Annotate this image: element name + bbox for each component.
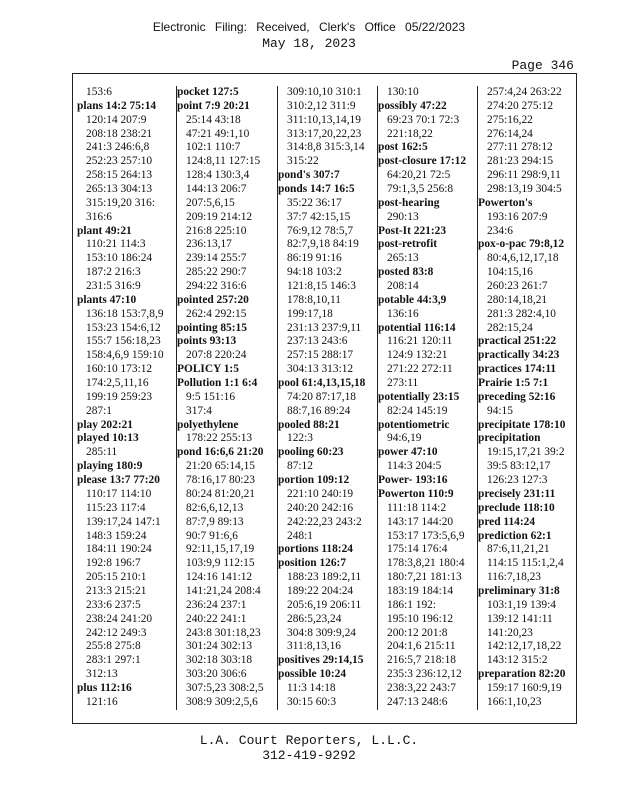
index-term-entry: preceding 52:16 — [478, 390, 556, 403]
index-page-references: 285:22 290:7 — [186, 266, 247, 279]
index-page-references: 37:7 42:15,15 — [287, 210, 351, 223]
index-term-entry: Powerton's — [478, 196, 533, 209]
index-page-references: 141:20,23 — [487, 626, 533, 639]
index-term-entry: post 162:5 — [378, 141, 428, 154]
index-term-entry: pond's 307:7 — [278, 169, 340, 182]
index-page-references: 231:13 237:9,11 — [287, 321, 362, 334]
index-page-references: 186:1 192: — [387, 598, 437, 611]
index-page-references: 234:6 — [487, 224, 513, 237]
index-page-references: 236:24 237:1 — [186, 598, 247, 611]
court-reporter-phone: 312-419-9292 — [262, 748, 356, 763]
index-page-references: 281:3 282:4,10 — [487, 307, 556, 320]
index-term-entry: potentially 23:15 — [378, 390, 460, 403]
index-term-entry: plus 112:16 — [77, 681, 132, 694]
index-term-entry: practical 251:22 — [478, 335, 557, 348]
index-page-references: 275:16,22 — [487, 113, 533, 126]
index-page-references: 110:17 114:10 — [86, 487, 152, 500]
index-page-references: 282:15,24 — [487, 321, 533, 334]
index-page-references: 82:6,6,12,13 — [186, 501, 244, 514]
index-page-references: 87:7,9 89:13 — [186, 515, 244, 528]
index-column-5 — [477, 86, 576, 710]
index-page-references: 189:22 204:24 — [287, 584, 354, 597]
index-term-entry: practices 174:11 — [478, 363, 557, 376]
index-page-references: 286:5,23,24 — [287, 612, 342, 625]
index-page-references: 311:8,13,16 — [287, 640, 341, 653]
index-term-entry: pox-o-pac 79:8,12 — [478, 238, 565, 251]
index-page-references: 238:24 241:20 — [86, 612, 153, 625]
index-term-entry: portion 109:12 — [278, 474, 350, 487]
index-term-entry: portions 118:24 — [278, 543, 353, 556]
index-term-entry: precipitation — [478, 432, 541, 445]
index-page-references: 193:16 207:9 — [487, 210, 548, 223]
index-page-references: 187:2 216:3 — [86, 266, 141, 279]
index-page-references: 143:12 315:2 — [487, 654, 548, 667]
index-page-references: 153:6 — [86, 86, 112, 98]
index-page-references: 188:23 189:2,11 — [287, 571, 362, 584]
index-page-references: 281:23 294:15 — [487, 155, 554, 168]
index-page-references: 116:21 120:11 — [387, 335, 453, 348]
index-page-references: 94:15 — [487, 404, 513, 417]
index-page-references: 303:20 306:6 — [186, 668, 247, 681]
index-page-references: 120:14 207:9 — [86, 113, 147, 126]
index-term-entry: playing 180:9 — [77, 460, 143, 473]
index-page-references: 248:1 — [287, 529, 313, 542]
index-page-references: 315:22 — [287, 155, 319, 168]
index-page-references: 240:20 242:16 — [287, 501, 354, 514]
index-page-references: 155:7 156:18,23 — [86, 335, 161, 348]
index-page-references: 316:6 — [86, 210, 112, 223]
index-page-references: 78:16,17 80:23 — [186, 474, 255, 487]
index-page-references: 153:23 154:6,12 — [86, 321, 161, 334]
index-page-references: 124:8,11 127:15 — [186, 155, 261, 168]
index-page-references: 265:13 — [387, 252, 419, 265]
index-page-references: 262:4 292:15 — [186, 307, 247, 320]
index-term-entry: Powerton 110:9 — [378, 487, 454, 500]
index-page-references: 312:13 — [86, 668, 118, 681]
index-page-references: 87:12 — [287, 460, 313, 473]
index-page-references: 221:10 240:19 — [287, 487, 354, 500]
index-term-entry: prediction 62:1 — [478, 529, 552, 542]
index-page-references: 274:20 275:12 — [487, 99, 554, 112]
index-page-references: 290:13 — [387, 210, 419, 223]
index-page-references: 166:1,10,23 — [487, 695, 542, 708]
index-page-references: 252:23 257:10 — [86, 155, 153, 168]
index-term-entry: pooling 60:23 — [278, 446, 344, 459]
index-page-references: 139:17,24 147:1 — [86, 515, 161, 528]
index-page-references: 314:8,8 315:3,14 — [287, 141, 365, 154]
index-page-references: 110:21 114:3 — [86, 238, 146, 251]
court-reporter-name: L.A. Court Reporters, L.L.C. — [199, 733, 419, 748]
index-page-references: 178:8,10,11 — [287, 293, 341, 306]
index-page-references: 148:3 159:24 — [86, 529, 147, 542]
index-page-references: 242:12 249:3 — [86, 626, 147, 639]
index-page-references: 240:22 241:1 — [186, 612, 247, 625]
index-page-references: 76:9,12 78:5,7 — [287, 224, 354, 237]
index-page-references: 86:19 91:16 — [287, 252, 342, 265]
index-page-references: 310:2,12 311:9 — [287, 99, 356, 112]
index-page-references: 47:21 49:1,10 — [186, 127, 250, 140]
index-column-3 — [277, 86, 376, 710]
index-column-4 — [377, 86, 476, 710]
page-number: Page 346 — [511, 58, 574, 73]
index-page-references: 296:11 298:9,11 — [487, 169, 561, 182]
index-page-references: 304:8 309:9,24 — [287, 626, 356, 639]
index-page-references: 130:10 — [387, 86, 419, 98]
index-page-references: 111:18 114:2 — [387, 501, 447, 514]
index-column-1 — [77, 86, 175, 710]
index-page-references: 11:3 14:18 — [287, 681, 336, 694]
index-page-references: 237:13 243:6 — [287, 335, 348, 348]
index-page-references: 39:5 83:12,17 — [487, 460, 551, 473]
index-term-entry: preclude 118:10 — [478, 501, 555, 514]
index-page-references: 205:6,19 206:11 — [287, 598, 362, 611]
index-page-references: 82:24 145:19 — [387, 404, 448, 417]
index-term-entry: position 126:7 — [278, 557, 347, 570]
index-page-references: 258:15 264:13 — [86, 169, 153, 182]
index-page-references: 255:8 275:8 — [86, 640, 141, 653]
index-term-entry: Pollution 1:1 6:4 — [177, 377, 258, 390]
index-page-references: 213:3 215:21 — [86, 584, 147, 597]
index-page-references: 9:5 151:16 — [186, 390, 236, 403]
index-page-references: 298:13,19 304:5 — [487, 183, 562, 196]
index-page-references: 315:19,20 316: — [86, 196, 155, 209]
index-term-entry: post-hearing — [378, 196, 440, 209]
index-term-entry: ponds 14:7 16:5 — [278, 183, 355, 196]
index-term-entry: points 93:13 — [177, 335, 237, 348]
index-page-references: 208:18 238:21 — [86, 127, 153, 140]
index-page-references: 195:10 196:12 — [387, 612, 454, 625]
index-page-references: 35:22 36:17 — [287, 196, 342, 209]
filing-stamp: Electronic Filing: Received, Clerk's Office 05/22/2023 — [152, 20, 466, 34]
index-page-references: 94:18 103:2 — [287, 266, 342, 279]
index-term-entry: pointing 85:15 — [177, 321, 247, 334]
index-term-entry: precipitate 178:10 — [478, 418, 566, 431]
index-page-references: 294:22 316:6 — [186, 280, 247, 293]
index-page-references: 175:14 176:4 — [387, 543, 448, 556]
index-page-references: 221:18,22 — [387, 127, 433, 140]
index-term-entry: pond 16:6,6 21:20 — [177, 446, 264, 459]
index-page-references: 79:1,3,5 256:8 — [387, 183, 454, 196]
index-page-references: 209:19 214:12 — [186, 210, 253, 223]
index-term-entry: preliminary 31:8 — [478, 584, 560, 597]
index-page-references: 243:8 301:18,23 — [186, 626, 261, 639]
index-page-references: 239:14 255:7 — [186, 252, 247, 265]
index-term-entry: power 47:10 — [378, 446, 438, 459]
index-page-references: 280:14,18,21 — [487, 293, 548, 306]
index-term-entry: possibly 47:22 — [378, 99, 447, 112]
index-term-entry: plans 14:2 75:14 — [77, 99, 157, 112]
index-page-references: 136:16 — [387, 307, 419, 320]
index-page-references: 30:15 60:3 — [287, 695, 337, 708]
index-page-references: 301:24 302:13 — [186, 640, 253, 653]
index-term-entry: pool 61:4,13,15,18 — [278, 377, 366, 390]
index-page-references: 233:6 237:5 — [86, 598, 141, 611]
index-page-references: 216:5,7 218:18 — [387, 654, 456, 667]
index-term-entry: possible 10:24 — [278, 668, 347, 681]
index-page-references: 25:14 43:18 — [186, 113, 241, 126]
index-page-references: 136:18 153:7,8,9 — [86, 307, 164, 320]
transcript-date: May 18, 2023 — [262, 36, 356, 51]
index-page-references: 114:3 204:5 — [387, 460, 442, 473]
index-page-references: 277:11 278:12 — [487, 141, 553, 154]
index-page-references: 205:15 210:1 — [86, 571, 147, 584]
index-page-references: 287:1 — [86, 404, 112, 417]
index-page-references: 80:24 81:20,21 — [186, 487, 255, 500]
index-term-entry: plant 49:21 — [77, 224, 132, 237]
index-term-entry: post-closure 17:12 — [378, 155, 467, 168]
index-page-references: 82:7,9,18 84:19 — [287, 238, 359, 251]
index-term-entry: positives 29:14,15 — [278, 654, 364, 667]
index-page-references: 207:8 220:24 — [186, 349, 247, 362]
index-page-references: 304:13 313:12 — [287, 363, 354, 376]
index-term-entry: plants 47:10 — [77, 293, 137, 306]
index-term-entry: play 202:21 — [77, 418, 134, 431]
index-page-references: 238:3,22 243:7 — [387, 681, 456, 694]
word-index-frame — [72, 73, 577, 724]
index-page-references: 159:17 160:9,19 — [487, 681, 562, 694]
index-page-references: 144:13 206:7 — [186, 183, 247, 196]
index-page-references: 241:3 246:6,8 — [86, 141, 150, 154]
index-page-references: 276:14,24 — [487, 127, 533, 140]
index-page-references: 313:17,20,22,23 — [287, 127, 362, 140]
index-page-references: 116:7,18,23 — [487, 571, 541, 584]
index-page-references: 204:1,6 215:11 — [387, 640, 456, 653]
index-page-references: 103:9,9 112:15 — [186, 557, 255, 570]
index-page-references: 69:23 70:1 72:3 — [387, 113, 460, 126]
index-page-references: 257:4,24 263:22 — [487, 86, 562, 98]
index-term-entry: pooled 88:21 — [278, 418, 340, 431]
index-term-entry: played 10:13 — [77, 432, 139, 445]
index-page-references: 142:12,17,18,22 — [487, 640, 562, 653]
index-page-references: 307:5,23 308:2,5 — [186, 681, 264, 694]
index-page-references: 180:7,21 181:13 — [387, 571, 462, 584]
index-term-entry: Prairie 1:5 7:1 — [478, 377, 549, 390]
index-page-references: 216:8 225:10 — [186, 224, 247, 237]
index-page-references: 153:17 173:5,6,9 — [387, 529, 465, 542]
index-term-entry: potable 44:3,9 — [378, 293, 447, 306]
index-page-references: 309:10,10 310:1 — [287, 86, 362, 98]
index-page-references: 114:15 115:1,2,4 — [487, 557, 564, 570]
index-column-2 — [176, 86, 275, 710]
index-page-references: 88:7,16 89:24 — [287, 404, 351, 417]
index-page-references: 184:11 190:24 — [86, 543, 152, 556]
index-term-entry: point 7:9 20:21 — [177, 99, 250, 112]
index-page-references: 121:16 — [86, 695, 118, 708]
index-page-references: 308:9 309:2,5,6 — [186, 695, 258, 708]
index-page-references: 128:4 130:3,4 — [186, 169, 250, 182]
index-page-references: 124:16 141:12 — [186, 571, 253, 584]
index-page-references: 242:22,23 243:2 — [287, 515, 362, 528]
index-page-references: 64:20,21 72:5 — [387, 169, 451, 182]
index-page-references: 160:10 173:12 — [86, 363, 153, 376]
index-page-references: 183:19 184:14 — [387, 584, 454, 597]
index-page-references: 122:3 — [287, 432, 313, 445]
index-term-entry: posted 83:8 — [378, 266, 434, 279]
index-page-references: 200:12 201:8 — [387, 626, 448, 639]
index-term-entry: polyethylene — [177, 418, 239, 431]
index-term-entry: Power- 193:16 — [378, 474, 448, 487]
index-page-references: 19:15,17,21 39:2 — [487, 446, 565, 459]
index-page-references: 199:17,18 — [287, 307, 333, 320]
index-page-references: 311:10,13,14,19 — [287, 113, 361, 126]
index-page-references: 257:15 288:17 — [287, 349, 354, 362]
index-page-references: 143:17 144:20 — [387, 515, 454, 528]
index-page-references: 158:4,6,9 159:10 — [86, 349, 164, 362]
index-page-references: 236:13,17 — [186, 238, 232, 251]
index-page-references: 247:13 248:6 — [387, 695, 448, 708]
index-term-entry: Post-It 221:23 — [378, 224, 447, 237]
index-page-references: 192:8 196:7 — [86, 557, 141, 570]
index-page-references: 103:1,19 139:4 — [487, 598, 556, 611]
index-term-entry: precisely 231:11 — [478, 487, 556, 500]
index-page-references: 104:15,16 — [487, 266, 533, 279]
index-term-entry: practically 34:23 — [478, 349, 560, 362]
index-term-entry: pocket 127:5 — [177, 86, 239, 98]
index-page-references: 273:11 — [387, 377, 419, 390]
index-page-references: 153:10 186:24 — [86, 252, 153, 265]
index-term-entry: preparation 82:20 — [478, 668, 566, 681]
index-page-references: 178:3,8,21 180:4 — [387, 557, 465, 570]
index-term-entry: pred 114:24 — [478, 515, 536, 528]
index-page-references: 139:12 141:11 — [487, 612, 553, 625]
index-page-references: 231:5 316:9 — [86, 280, 141, 293]
index-page-references: 208:14 — [387, 280, 419, 293]
index-page-references: 271:22 272:11 — [387, 363, 453, 376]
index-page-references: 121:8,15 146:3 — [287, 280, 356, 293]
index-term-entry: post-retrofit — [378, 238, 438, 251]
index-page-references: 265:13 304:13 — [86, 183, 153, 196]
index-page-references: 90:7 91:6,6 — [186, 529, 238, 542]
index-page-references: 207:5,6,15 — [186, 196, 235, 209]
index-page-references: 21:20 65:14,15 — [186, 460, 255, 473]
index-page-references: 283:1 297:1 — [86, 654, 141, 667]
index-page-references: 115:23 117:4 — [86, 501, 146, 514]
index-page-references: 199:19 259:23 — [86, 390, 153, 403]
index-page-references: 317:4 — [186, 404, 212, 417]
index-page-references: 174:2,5,11,16 — [86, 377, 149, 390]
index-page-references: 124:9 132:21 — [387, 349, 448, 362]
index-page-references: 235:3 236:12,12 — [387, 668, 462, 681]
index-page-references: 285:11 — [86, 446, 118, 459]
index-term-entry: pointed 257:20 — [177, 293, 249, 306]
index-page-references: 126:23 127:3 — [487, 474, 548, 487]
index-term-entry: potentiometric — [378, 418, 450, 431]
index-page-references: 302:18 303:18 — [186, 654, 253, 667]
index-page-references: 80:4,6,12,17,18 — [487, 252, 559, 265]
index-page-references: 102:1 110:7 — [186, 141, 241, 154]
index-page-references: 178:22 255:13 — [186, 432, 253, 445]
index-term-entry: POLICY 1:5 — [177, 363, 239, 376]
index-term-entry: potential 116:14 — [378, 321, 456, 334]
index-page-references: 94:6,19 — [387, 432, 422, 445]
index-page-references: 74:20 87:17,18 — [287, 390, 356, 403]
index-page-references: 260:23 261:7 — [487, 280, 548, 293]
index-page-references: 141:21,24 208:4 — [186, 584, 261, 597]
index-page-references: 92:11,15,17,19 — [186, 543, 255, 556]
index-term-entry: please 13:7 77:20 — [77, 474, 160, 487]
index-page-references: 87:6,11,21,21 — [487, 543, 550, 556]
